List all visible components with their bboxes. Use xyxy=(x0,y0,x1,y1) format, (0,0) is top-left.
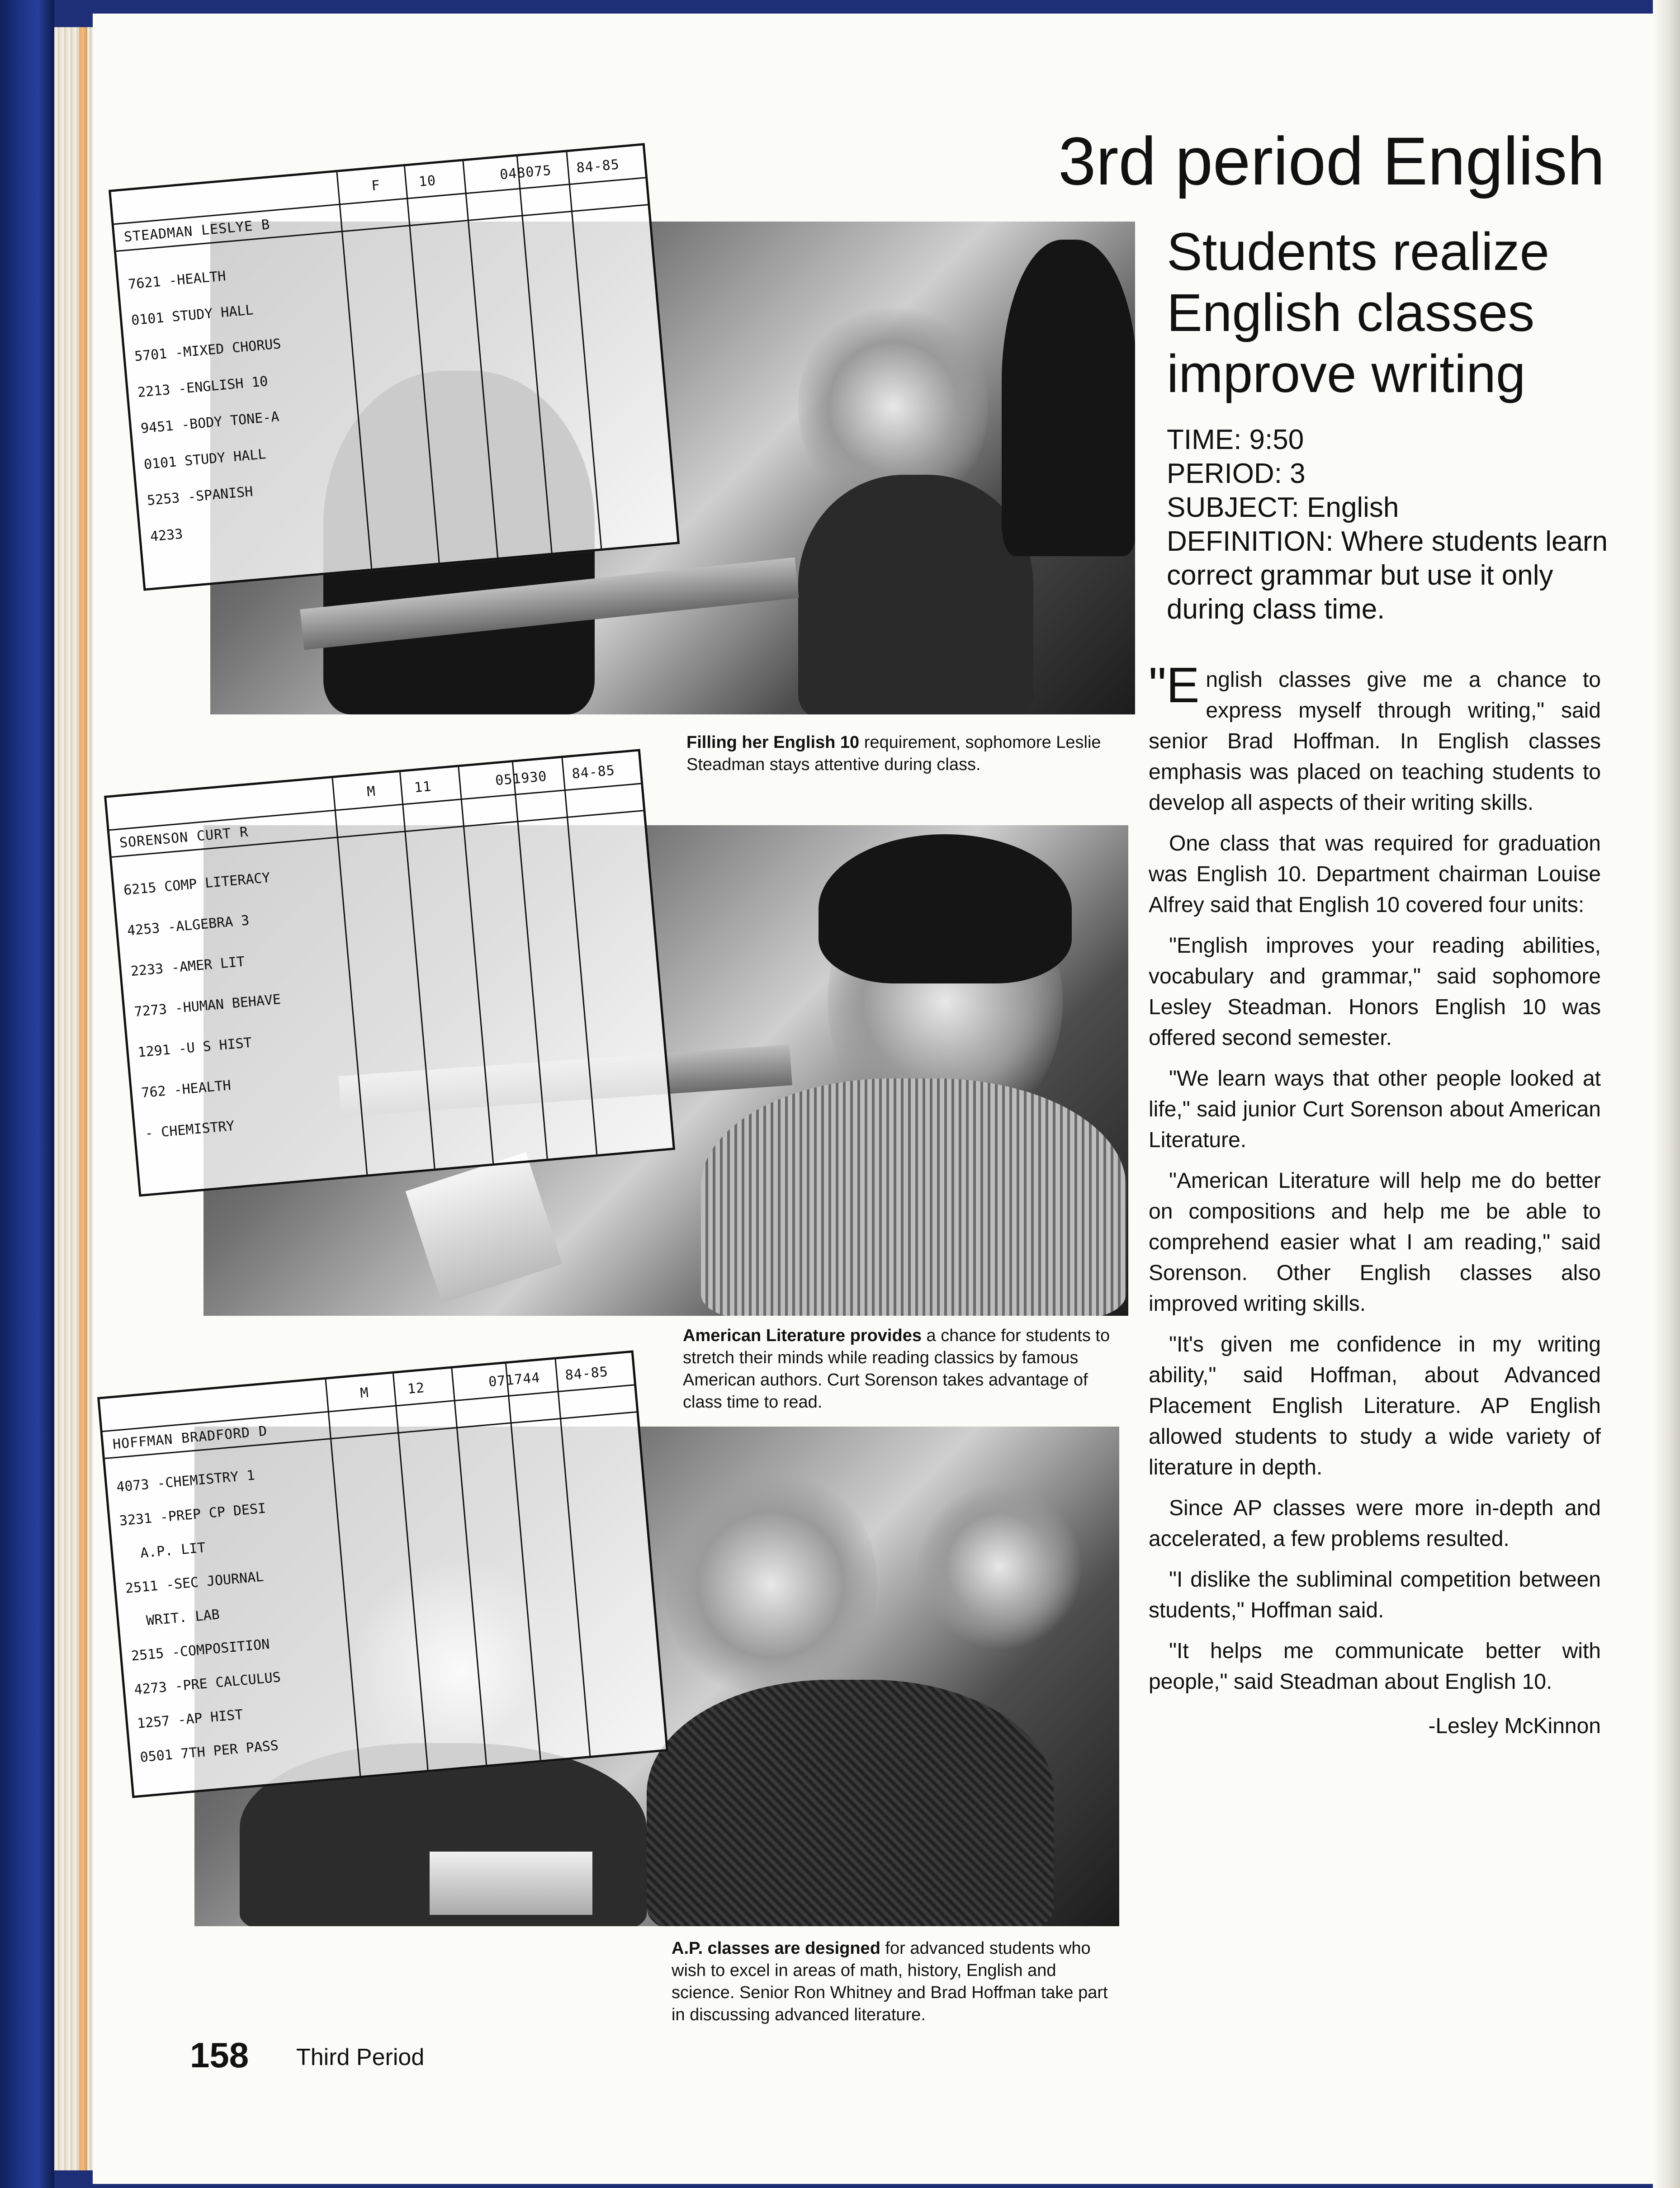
card-course-row: 9451 -BODY TONE-A xyxy=(140,409,280,437)
article-paragraph: One class that was required for graduation was English 10. Department chairman Louise Alfrey said that English 10 covered four units: xyxy=(1149,832,1601,917)
card-sex: M xyxy=(366,783,377,800)
period-line: PERIOD: 3 xyxy=(1167,458,1306,489)
card-course-row: - CHEMISTRY xyxy=(144,1118,235,1142)
book-binding xyxy=(0,0,54,2188)
card-student-id: 051930 xyxy=(494,768,548,789)
card-course-row: 3231 -PREP CP DESI xyxy=(118,1500,267,1529)
photo-caption xyxy=(686,732,1134,776)
card-student-name: HOFFMAN BRADFORD D xyxy=(112,1423,268,1453)
caption-lead: Filling her English 10 xyxy=(686,733,860,752)
article-body xyxy=(1149,657,1601,1707)
card-year: 84-85 xyxy=(564,1364,609,1384)
card-student-id: 048075 xyxy=(499,162,552,183)
page-title: 3rd period English xyxy=(1058,123,1605,199)
subject-line: SUBJECT: English xyxy=(1167,492,1399,523)
caption-lead: A.P. classes are designed xyxy=(672,1939,880,1958)
card-course-row: 4233 xyxy=(149,526,184,545)
article-paragraph: "English improves your reading abilities, vocabulary and grammar," said sophomore Lesley Steadman. Honors English 10 was offered second semester. xyxy=(1149,934,1601,1050)
card-course-row: 0101 STUDY HALL xyxy=(130,302,254,329)
paragraph-text: nglish classes give me a chance to express myself through writing," said senior Brad Hoffman. In English classes emphasis was placed on teaching students to develop all aspects of their writing skills. xyxy=(1149,668,1601,815)
card-course-row: 0501 7TH PER PASS xyxy=(139,1738,279,1766)
card-course-row: 4253 -ALGEBRA 3 xyxy=(126,912,250,939)
photo-caption xyxy=(672,1938,1119,2026)
card-course-row: 4273 -PRE CALCULUS xyxy=(133,1669,282,1698)
caption-text: a chance for students to stretch their minds while reading classics by famous American authors. Curt Sorenson takes advantage of class time to read. xyxy=(683,1326,1110,1412)
card-course-row: 5701 -MIXED CHORUS xyxy=(133,336,282,365)
article-paragraph: Since AP classes were more in-depth and accelerated, a few problems resulted. xyxy=(1149,1496,1601,1551)
article-paragraph: "American Literature will help me do better on compositions and help me be able to comprehend easier what I am reading," said Sorenson. Other English classes also improved writing skills. xyxy=(1149,1169,1601,1316)
card-grade: 11 xyxy=(413,778,432,796)
card-sex: M xyxy=(359,1385,370,1402)
card-student-name: SORENSON CURT R xyxy=(118,824,249,851)
card-grade: 10 xyxy=(418,172,437,190)
card-course-row: 2515 -COMPOSITION xyxy=(130,1636,270,1664)
card-course-row: WRIT. LAB xyxy=(146,1607,221,1629)
article-paragraph: "We learn ways that other people looked at life," said junior Curt Sorenson about American Literature. xyxy=(1149,1067,1601,1152)
article-paragraph: "It helps me communicate better with people," said Steadman about English 10. xyxy=(1149,1639,1601,1694)
section-label: Third Period xyxy=(296,2044,425,2070)
byline: -Lesley McKinnon xyxy=(1428,1714,1601,1738)
page-gutter xyxy=(1653,0,1680,2188)
caption-lead: American Literature provides xyxy=(683,1326,922,1345)
card-course-row: 5253 -SPANISH xyxy=(146,483,254,509)
card-grade: 12 xyxy=(407,1380,426,1398)
page-number: 158 xyxy=(190,2035,249,2075)
card-year: 84-85 xyxy=(571,762,616,782)
card-course-row: 1291 -U S HIST xyxy=(137,1035,253,1061)
card-sex: F xyxy=(370,177,381,194)
card-course-row: 7273 -HUMAN BEHAVE xyxy=(133,991,282,1020)
article-paragraph: "I dislike the subliminal competition between students," Hoffman said. xyxy=(1149,1568,1601,1622)
page-edges xyxy=(54,27,95,2170)
card-course-row: 2213 -ENGLISH 10 xyxy=(137,373,269,401)
card-course-row: 0101 STUDY HALL xyxy=(143,446,267,473)
card-course-row: 6215 COMP LITERACY xyxy=(123,870,271,898)
card-course-row: 762 -HEALTH xyxy=(141,1077,232,1101)
definition-block xyxy=(1167,423,1619,626)
card-course-row: 7621 -HEALTH xyxy=(127,268,227,293)
photo-caption xyxy=(683,1325,1131,1413)
page-edge-tint xyxy=(79,27,87,2170)
article-paragraph: "It's given me confidence in my writing ability," said Hoffman, about Advanced Placement English Literature. AP English allowed students to study a wide variety of literature in depth. xyxy=(1149,1333,1601,1479)
schedule-card-sorenson xyxy=(104,749,675,1196)
article-paragraph xyxy=(1149,657,1601,818)
card-year: 84-85 xyxy=(576,156,620,176)
card-course-row: 2233 -AMER LIT xyxy=(130,954,246,980)
card-course-row: 2511 -SEC JOURNAL xyxy=(124,1569,265,1597)
card-course-row: 1257 -AP HIST xyxy=(136,1706,244,1732)
card-student-name: STEADMAN LESLYE B xyxy=(123,217,271,246)
card-course-row: 4073 -CHEMISTRY 1 xyxy=(116,1467,256,1495)
drop-cap: "E xyxy=(1149,657,1200,713)
caption-text: requirement, sophomore Leslie Steadman stays attentive during class. xyxy=(686,733,1101,774)
definition-line: DEFINITION: Where students learn correct grammar but use it only during class time. xyxy=(1167,526,1608,625)
schedule-card-steadman xyxy=(109,143,680,591)
card-student-id: 071744 xyxy=(487,1370,541,1390)
time-line: TIME: 9:50 xyxy=(1167,424,1304,455)
caption-text: for advanced students who wish to excel in areas of math, history, English and science. Senior Ron Whitney and Brad Hoffman take part in discussing advanced literature. xyxy=(672,1939,1108,2024)
schedule-card-hoffman xyxy=(97,1350,668,1798)
card-course-row: A.P. LIT xyxy=(139,1540,206,1561)
subheadline: Students realize English classes improve writing xyxy=(1167,222,1550,404)
